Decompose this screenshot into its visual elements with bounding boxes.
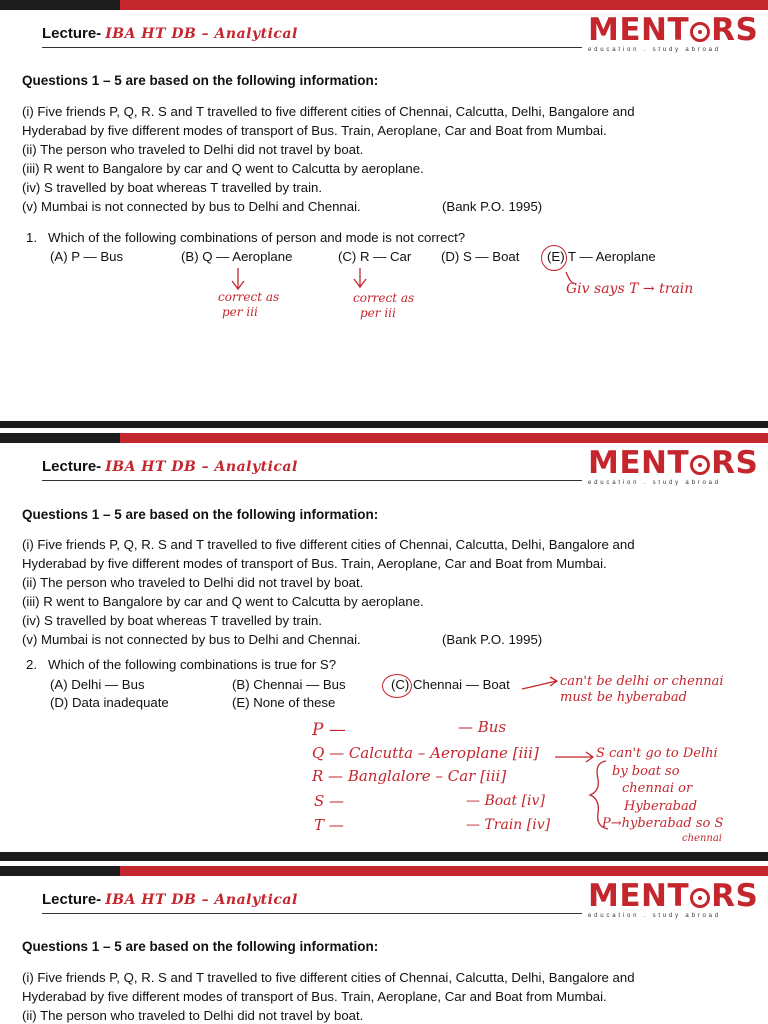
q1-option-e[interactable]: (E) T — Aeroplane bbox=[547, 249, 656, 264]
q2-option-c[interactable]: (C) Chennai — Boat bbox=[391, 677, 510, 692]
q2-annotation-marks bbox=[0, 433, 768, 861]
q2-note-c-2: must be hyberabad bbox=[560, 690, 687, 705]
table-row-r: R — Banglalore – Car [iii] bbox=[312, 767, 507, 785]
lecture-title: Lecture- IBA HT DB – Analytical bbox=[42, 25, 298, 42]
table-row-q: Q — Calcutta – Aeroplane [iii] bbox=[312, 744, 539, 762]
table-row-s: S — bbox=[314, 792, 345, 810]
q2-option-a[interactable]: (A) Delhi — Bus bbox=[50, 677, 145, 692]
q2-option-b[interactable]: (B) Chennai — Bus bbox=[232, 677, 346, 692]
q2-option-e[interactable]: (E) None of these bbox=[232, 695, 336, 710]
table-row-s-mode: — Boat [iv] bbox=[466, 793, 545, 809]
q1-annotation-arrows bbox=[0, 0, 768, 428]
info-heading: Questions 1 – 5 are based on the following information: bbox=[22, 73, 379, 88]
header-rule bbox=[42, 913, 582, 914]
table-row-t: T — bbox=[314, 816, 344, 834]
q2-option-d[interactable]: (D) Data inadequate bbox=[50, 695, 169, 710]
q1-option-a[interactable]: (A) P — Bus bbox=[50, 249, 124, 264]
table-row-p: P — bbox=[312, 720, 346, 740]
mentors-logo: MENT RS education . study abroad bbox=[588, 878, 759, 919]
q1-note-b-2: per iii bbox=[222, 305, 258, 319]
slide-3 bbox=[0, 866, 768, 1024]
q1-note-c-1: correct as bbox=[353, 291, 415, 305]
lecture-title: Lecture- IBA HT DB – Analytical bbox=[42, 458, 298, 475]
side-note-6: chennai bbox=[682, 833, 722, 844]
q1-option-d[interactable]: (D) S — Boat bbox=[441, 249, 520, 264]
bottom-bar bbox=[0, 421, 768, 428]
q1-note-e: Giv says T → train bbox=[566, 281, 694, 297]
question-1: 1. Which of the following combinations of person and mode is not correct? bbox=[26, 230, 466, 245]
info-heading: Questions 1 – 5 are based on the following information: bbox=[22, 939, 379, 954]
mentors-logo: MENT RS education . study abroad bbox=[588, 445, 759, 486]
q2-note-c-1: can't be delhi or chennai bbox=[560, 674, 724, 689]
side-note-2: by boat so bbox=[612, 764, 680, 779]
question-2: 2. Which of the following combinations is true for S? bbox=[26, 657, 337, 672]
q1-option-c[interactable]: (C) R — Car bbox=[338, 249, 412, 264]
bottom-bar bbox=[0, 852, 768, 861]
side-note-5: P→hyberabad so S bbox=[602, 816, 724, 831]
slide-1 bbox=[0, 0, 768, 428]
lecture-title: Lecture- IBA HT DB – Analytical bbox=[42, 891, 298, 908]
q1-note-b-1: correct as bbox=[218, 290, 280, 304]
table-row-p-mode: — Bus bbox=[458, 718, 507, 736]
side-note-3: chennai or bbox=[622, 781, 693, 796]
slide-2 bbox=[0, 433, 768, 861]
top-bar bbox=[0, 866, 768, 876]
info-block: (i) Five friends P, Q, R. S and T travelled to five different cities of Chennai, Calcutta, Delhi, Bangalore and Hyderabad by five different modes of transport of Bus. Train, Aeroplane, Car and Boat from Mumbai. (ii) The person who traveled to Delhi did not travel by boat. (iii) R went to Bangalore by car and Q went to Calcutta by aeroplane. (iv) S travelled by boat whereas T travelled by train. (v) Mumbai is not connected by bus to Delhi and Chennai. (Bank P.O. 1995) bbox=[22, 104, 635, 214]
info-heading: Questions 1 – 5 are based on the following information: bbox=[22, 507, 379, 522]
table-row-t-mode: — Train [iv] bbox=[466, 817, 551, 833]
info-block: (i) Five friends P, Q, R. S and T travelled to five different cities of Chennai, Calcutta, Delhi, Bangalore and Hyderabad by five different modes of transport of Bus. Train, Aeroplane, Car and Boat from Mumbai. (ii) The person who traveled to Delhi did not travel by boat. (iii) R went to Bangalore by car and Q went to Calcutta by aeroplane. (iv) S travelled by boat whereas T travelled by train. (v) Mumbai is not connected by bus to Delhi and Chennai. (Bank P.O. 1995) bbox=[22, 537, 635, 647]
logo-o-icon bbox=[690, 888, 710, 908]
side-note-4: Hyberabad bbox=[624, 799, 698, 814]
info-block: (i) Five friends P, Q, R. S and T travelled to five different cities of Chennai, Calcutta, Delhi, Bangalore and Hyderabad by five different modes of transport of Bus. Train, Aeroplane, Car and Boat from Mumbai. (ii) The person who traveled to Delhi did not travel by boat. bbox=[22, 970, 635, 1023]
q1-option-b[interactable]: (B) Q — Aeroplane bbox=[181, 249, 293, 264]
side-note-1: S can't go to Delhi bbox=[596, 746, 718, 761]
q1-note-c-2: per iii bbox=[360, 306, 396, 320]
mentors-logo: MENT RS education . study abroad bbox=[588, 12, 759, 53]
